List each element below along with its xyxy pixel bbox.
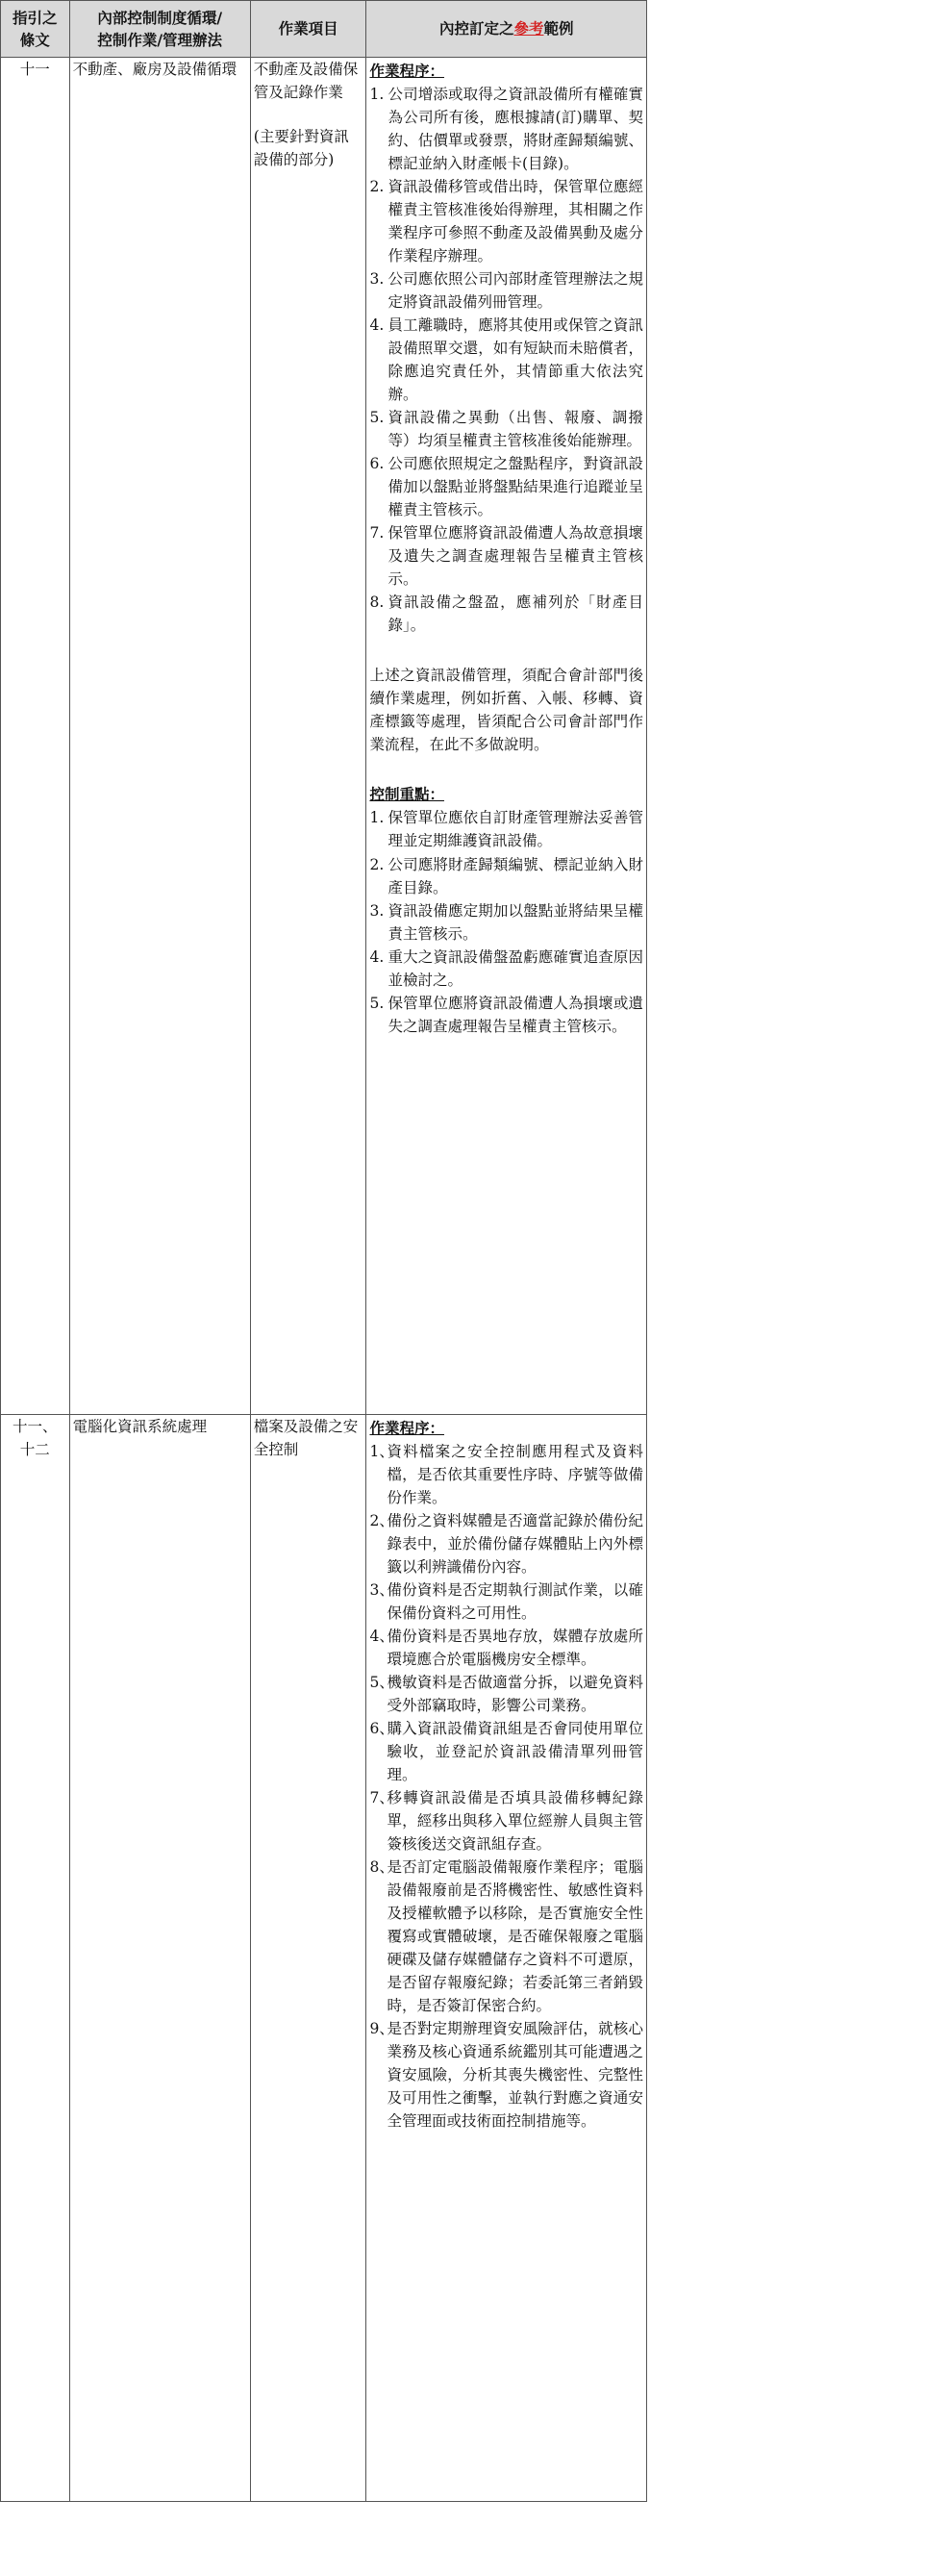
procedure-heading: 作業程序： bbox=[369, 1419, 444, 1437]
list-item: 5、 機敏資料是否做適當分拆，以避免資料受外部竊取時，影響公司業務。 bbox=[369, 1674, 643, 1715]
list-item: 1. 公司增添或取得之資訊設備所有權確實為公司所有後，應根據請(訂)購單、契約、估價單或發票，將財產歸類編號、標記並納入財產帳卡(目錄)。 bbox=[369, 86, 643, 173]
procedure-heading: 作業程序： bbox=[369, 62, 444, 80]
article-cell: 十一 bbox=[1, 58, 70, 1415]
list-item: 7、 移轉資訊設備是否填具設備移轉紀錄單，經移出與移入單位經辦人員與主管簽核後送交資訊組存查。 bbox=[369, 1789, 643, 1854]
table-header-row bbox=[1, 1, 647, 58]
header-example-suffix: 範例 bbox=[543, 19, 574, 38]
list-item: 3、 備份資料是否定期執行測試作業，以確保備份資料之可用性。 bbox=[369, 1581, 643, 1623]
header-item: 作業項目 bbox=[250, 1, 366, 58]
list-item: 5. 保管單位應將資訊設備遭人為損壞或遺失之調查處理報告呈權責主管核示。 bbox=[369, 994, 643, 1035]
list-item: 7. 保管單位應將資訊設備遭人為故意損壞及遺失之調查處理報告呈權責主管核示。 bbox=[369, 524, 643, 589]
list-item: 1、 資料檔案之安全控制應用程式及資料檔，是否依其重要性序時、序號等做備份作業。 bbox=[369, 1443, 643, 1507]
control-heading: 控制重點： bbox=[369, 785, 444, 804]
list-item: 6. 公司應依照規定之盤點程序，對資訊設備加以盤點並將盤點結果進行追蹤並呈權責主管核示。 bbox=[369, 455, 643, 519]
list-item: 4. 重大之資訊設備盤盈虧應確實追查原因並檢討之。 bbox=[369, 947, 643, 989]
list-item: 8. 資訊設備之盤盈，應補列於「財產目錄」。 bbox=[369, 593, 643, 635]
control-list bbox=[369, 806, 643, 1037]
header-article: 指引之 條文 bbox=[1, 1, 70, 58]
list-item: 8、 是否訂定電腦設備報廢作業程序；電腦設備報廢前是否將機密性、敏感性資料及授權軟體予以移除，是否實施安全性覆寫或實體破壞，是否確保報廢之電腦硬碟及儲存媒體儲存之資料不可還原，是否留存報廢紀錄；若委託第三者銷毀時，是否簽訂保密合約。 bbox=[369, 1858, 643, 2015]
item-cell: 檔案及設備之安全控制 bbox=[250, 1415, 366, 2502]
header-example-prefix: 內控訂定之 bbox=[438, 19, 514, 38]
header-system: 內部控制制度循環/ 控制作業/管理辦法 bbox=[69, 1, 250, 58]
list-item: 2、 備份之資料媒體是否適當記錄於備份紀錄表中，並於備份儲存媒體貼上內外標籤以利辨識備份內容。 bbox=[369, 1512, 643, 1577]
header-example-highlight: 參考 bbox=[513, 19, 544, 38]
list-item: 3. 資訊設備應定期加以盤點並將結果呈權責主管核示。 bbox=[369, 901, 643, 943]
procedure-list bbox=[369, 1440, 643, 2133]
procedure-list bbox=[369, 83, 643, 637]
list-item: 5. 資訊設備之異動（出售、報廢、調撥等）均須呈權責主管核准後始能辦理。 bbox=[369, 409, 643, 450]
table-row bbox=[1, 1415, 647, 2502]
article-cell: 十一、 十二 bbox=[1, 1415, 70, 2502]
list-item: 9、 是否對定期辦理資安風險評估，就核心業務及核心資通系統鑑別其可能遭遇之資安風險，分析其喪失機密性、完整性及可用性之衝擊，並執行對應之資通安全管理面或技術面控制措施等。 bbox=[369, 2020, 643, 2131]
list-item: 2. 資訊設備移管或借出時，保管單位應經權責主管核准後始得辦理，其相關之作業程序可參照不動產及設備異動及處分作業程序辦理。 bbox=[369, 178, 643, 265]
header-example bbox=[366, 1, 647, 58]
list-item: 6、 購入資訊設備資訊組是否會同使用單位驗收，並登記於資訊設備清單列冊管理。 bbox=[369, 1720, 643, 1784]
list-item: 4. 員工離職時，應將其使用或保管之資訊設備照單交還，如有短缺而未賠償者，除應追究責任外，其情節重大依法究辦。 bbox=[369, 316, 643, 404]
system-cell: 不動產、廠房及設備循環 bbox=[69, 58, 250, 1415]
item-cell bbox=[250, 58, 366, 1415]
table-row bbox=[1, 58, 647, 1415]
list-item: 3. 公司應依照公司內部財產管理辦法之規定將資訊設備列冊管理。 bbox=[369, 270, 643, 312]
list-item: 2. 公司應將財產歸類編號、標記並納入財產目錄。 bbox=[369, 855, 643, 897]
accounting-paragraph: 上述之資訊設備管理，須配合會計部門後續作業處理，例如折舊、入帳、移轉、資產標籤等處理，皆須配合公司會計部門作業流程，在此不多做說明。 bbox=[369, 667, 643, 754]
list-item: 4、 備份資料是否異地存放，媒體存放處所環境應合於電腦機房安全標準。 bbox=[369, 1628, 643, 1669]
list-item: 1. 保管單位應依自訂財產管理辦法妥善管理並定期維護資訊設備。 bbox=[369, 809, 643, 850]
system-cell: 電腦化資訊系統處理 bbox=[69, 1415, 250, 2502]
example-cell bbox=[366, 58, 647, 1415]
item-note: (主要針對資訊設備的部分) bbox=[253, 128, 349, 169]
example-cell bbox=[366, 1415, 647, 2502]
item-title: 不動產及設備保管及記錄作業 bbox=[253, 61, 359, 102]
